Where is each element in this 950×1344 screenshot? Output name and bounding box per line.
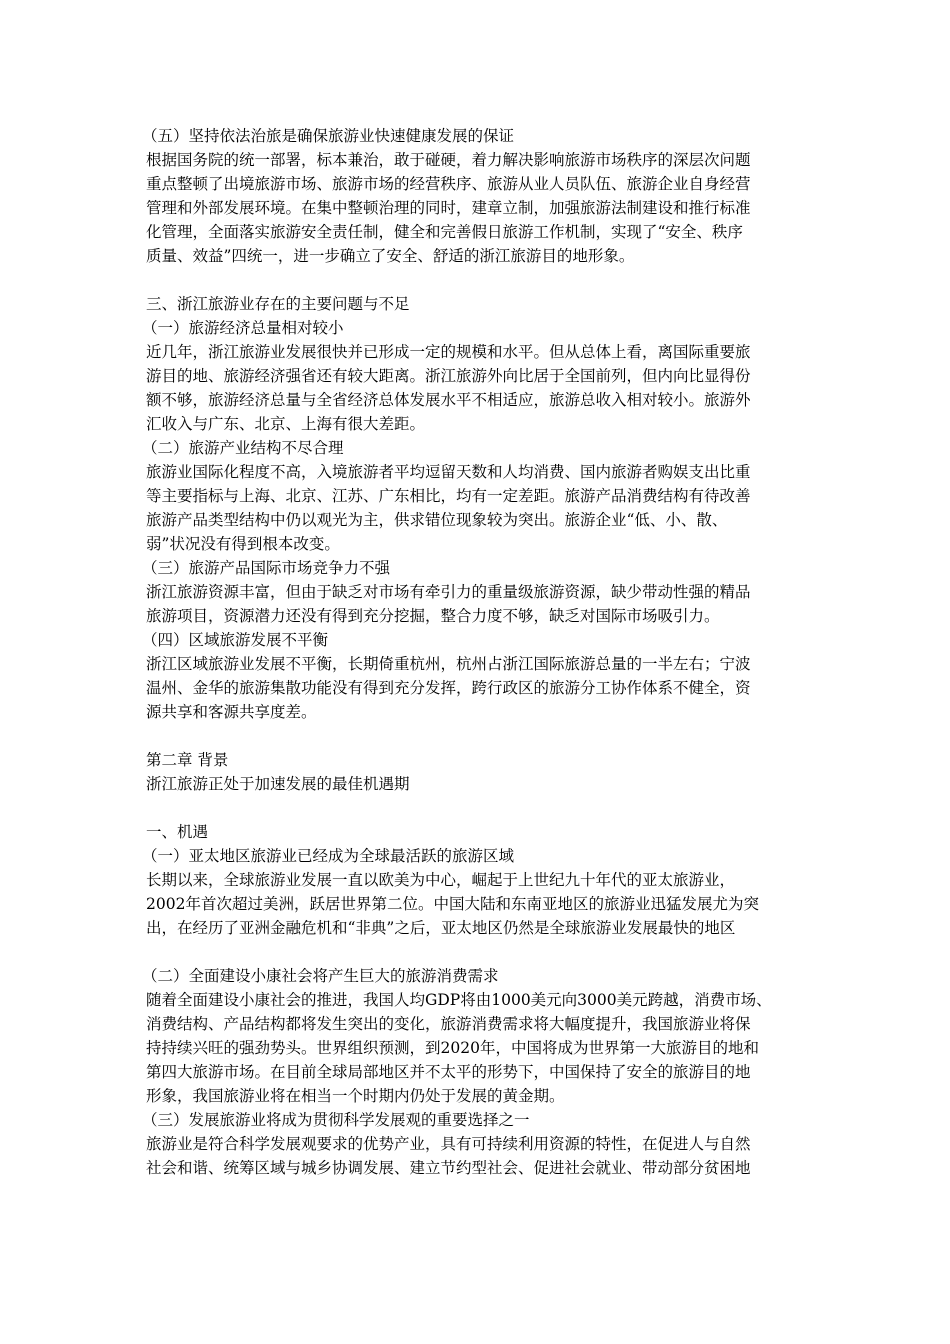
paragraph-line: 旅游业国际化程度不高，入境旅游者平均逗留天数和人均消费、国内旅游者购娱支出比重 <box>146 463 751 481</box>
paragraph-line: 2002年首次超过美洲，跃居世界第二位。中国大陆和东南亚地区的旅游业迅猛发展尤为突 <box>146 895 759 913</box>
paragraph-line: 浙江旅游资源丰富，但由于缺乏对市场有牵引力的重量级旅游资源，缺少带动性强的精品 <box>146 583 751 601</box>
paragraph-line: 出，在经历了亚洲金融危机和“非典”之后，亚太地区仍然是全球旅游业发展最快的地区 <box>146 919 736 937</box>
document-body <box>142 124 810 1180</box>
section-heading: （一）亚太地区旅游业已经成为全球最活跃的旅游区域 <box>142 847 515 865</box>
paragraph-line: 根据国务院的统一部署，标本兼治，敢于碰硬，着力解决影响旅游市场秩序的深层次问题 <box>146 151 751 169</box>
paragraph-line: 等主要指标与上海、北京、江苏、广东相比，均有一定差距。旅游产品消费结构有待改善 <box>146 487 751 505</box>
section-heading: （三）旅游产品国际市场竞争力不强 <box>142 559 391 577</box>
chapter-heading: 三、浙江旅游业存在的主要问题与不足 <box>146 295 410 313</box>
paragraph-line: 旅游业是符合科学发展观要求的优势产业，具有可持续利用资源的特性，在促进人与自然 <box>146 1135 751 1153</box>
section-heading: （五）坚持依法治旅是确保旅游业快速健康发展的保证 <box>142 127 515 145</box>
paragraph-line: 旅游项目，资源潜力还没有得到充分挖掘，整合力度不够，缺乏对国际市场吸引力。 <box>146 607 720 625</box>
paragraph-line: 额不够，旅游经济总量与全省经济总体发展水平不相适应，旅游总收入相对较小。旅游外 <box>146 391 751 409</box>
blank-line <box>146 940 810 964</box>
paragraph-line: 弱”状况没有得到根本改变。 <box>146 535 340 553</box>
paragraph-line: 汇收入与广东、北京、上海有很大差距。 <box>146 415 426 433</box>
chapter-heading: 一、机遇 <box>146 823 209 841</box>
blank-line <box>146 724 810 748</box>
blank-line <box>146 268 810 292</box>
paragraph-line: 温州、金华的旅游集散功能没有得到充分发挥，跨行政区的旅游分工协作体系不健全，资 <box>146 679 751 697</box>
chapter-title: 第二章 背景 <box>146 751 229 769</box>
paragraph-line: 持持续兴旺的强劲势头。世界组织预测，到2020年，中国将成为世界第一大旅游目的地和 <box>146 1039 759 1057</box>
paragraph-line: 随着全面建设小康社会的推进，我国人均GDP将由1000美元向3000美元跨越，消费市场、 <box>146 991 772 1009</box>
paragraph-line: 管理和外部发展环境。在集中整顿治理的同时，建章立制，加强旅游法制建设和推行标准 <box>146 199 751 217</box>
chapter-subtitle: 浙江旅游正处于加速发展的最佳机遇期 <box>146 775 410 793</box>
section-heading: （四）区域旅游发展不平衡 <box>142 631 329 649</box>
paragraph-line: 化管理，全面落实旅游安全责任制，健全和完善假日旅游工作机制，实现了“安全、秩序 <box>146 223 743 241</box>
paragraph-line: 浙江区域旅游业发展不平衡，长期倚重杭州，杭州占浙江国际旅游总量的一半左右；宁波 <box>146 655 751 673</box>
paragraph-line: 消费结构、产品结构都将发生突出的变化，旅游消费需求将大幅度提升，我国旅游业将保 <box>146 1015 751 1033</box>
paragraph-line: 游目的地、旅游经济强省还有较大距离。浙江旅游外向比居于全国前列，但内向比显得份 <box>146 367 751 385</box>
blank-line <box>146 796 810 820</box>
paragraph-line: 质量、效益”四统一，进一步确立了安全、舒适的浙江旅游目的地形象。 <box>146 247 635 265</box>
paragraph-line: 第四大旅游市场。在目前全球局部地区并不太平的形势下，中国保持了安全的旅游目的地 <box>146 1063 751 1081</box>
paragraph-line: 重点整顿了出境旅游市场、旅游市场的经营秩序、旅游从业人员队伍、旅游企业自身经营 <box>146 175 751 193</box>
paragraph-line: 近几年，浙江旅游业发展很快并已形成一定的规模和水平。但从总体上看，离国际重要旅 <box>146 343 751 361</box>
paragraph-line: 长期以来，全球旅游业发展一直以欧美为中心，崛起于上世纪九十年代的亚太旅游业， <box>146 871 736 889</box>
section-heading: （二）旅游产业结构不尽合理 <box>142 439 344 457</box>
section-heading: （三）发展旅游业将成为贯彻科学发展观的重要选择之一 <box>142 1111 530 1129</box>
paragraph-line: 源共享和客源共享度差。 <box>146 703 317 721</box>
paragraph-line: 社会和谐、统筹区域与城乡协调发展、建立节约型社会、促进社会就业、带动部分贫困地 <box>146 1159 751 1177</box>
section-heading: （一）旅游经济总量相对较小 <box>142 319 344 337</box>
paragraph-line: 旅游产品类型结构中仍以观光为主，供求错位现象较为突出。旅游企业“低、小、散、 <box>146 511 728 529</box>
section-heading: （二）全面建设小康社会将产生巨大的旅游消费需求 <box>142 967 499 985</box>
paragraph-line: 形象，我国旅游业将在相当一个时期内仍处于发展的黄金期。 <box>146 1087 565 1105</box>
